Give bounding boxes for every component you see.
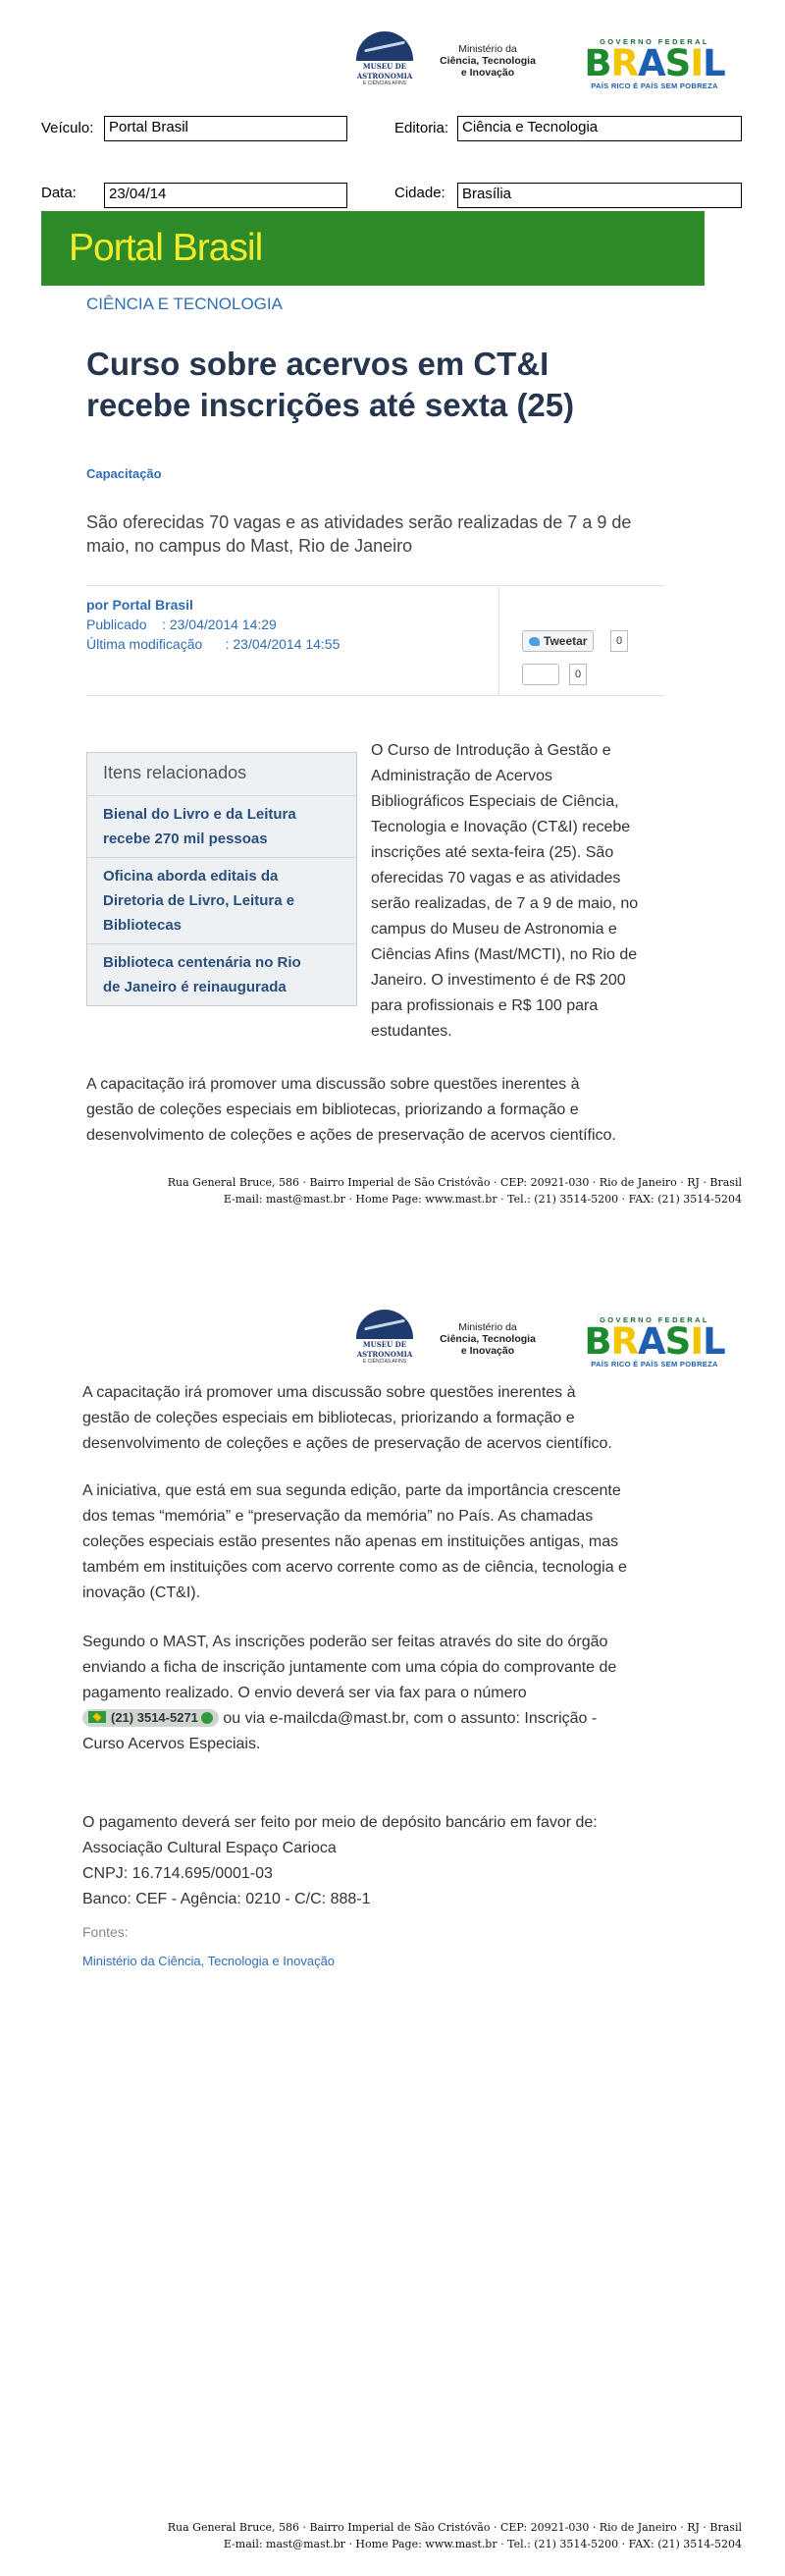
- phone-call-icon: [201, 1712, 213, 1724]
- mast-logo-line3: E CIÊNCIAS AFINS: [362, 80, 407, 86]
- mast-paragraph: Segundo o MAST, As inscrições poderão ser feitas através do site do órgão enviando a ficha de inscrição juntamente com uma cópia do comprovante de pagamento realizado. O envio deverá ser via fax para o número (21) 3514-5271 ou via e-mailcda@mast.br, com o assunto: Inscrição - Curso Acervos Especiais.: [82, 1634, 617, 1752]
- ministry-line2: Ciência, Tecnologia: [440, 55, 536, 67]
- twitter-bird-icon: [529, 637, 540, 646]
- capacitacao-paragraph: A capacitação irá promover uma discussão sobre questões inerentes à gestão de coleções especiais em bibliotecas, priorizando a formação e desenvolvimento de coleções e ações de preservação de acervos científico.: [86, 1076, 616, 1144]
- related-items-title: Itens relacionados: [87, 753, 356, 796]
- author-link[interactable]: por Portal Brasil: [86, 597, 193, 613]
- portal-brasil-banner: Portal Brasil: [41, 211, 705, 286]
- related-item[interactable]: Biblioteca centenária no Rio de Janeiro é reinaugurada: [103, 954, 301, 995]
- page1-footer: Rua General Bruce, 586 · Bairro Imperial de São Cristóvão · CEP: 20921-030 · Rio de Janeiro · RJ · Brasil E-mail: mast@mast.br · Home Page: www.mast.br · Tel.: (21) 3514-5200 · FAX: (21) 3514-5204: [167, 1176, 742, 1206]
- intro-paragraph: O Curso de Introdução à Gestão e Administração de Acervos Bibliográficos Especiais de Ciência, Tecnologia e Inovação (CT&I) recebe inscrições até sexta-feira (25). São oferecidas 70 vagas e as atividades serão realizadas, de 7 a 9 de maio, no campus do Museu de Astronomia e Ciências Afins (Mast/MCTI), no Rio de Janeiro. O investimento é de R$ 200 para profissionais e R$ 100 para estudantes.: [371, 742, 639, 1040]
- divider: [86, 585, 663, 586]
- iniciativa-paragraph: A iniciativa, que está em sua segunda edição, parte da importância crescente dos temas “memória” e “preservação da memória” no País. As chamadas coleções especiais estão presentes não apenas em instituições antigas, mas também em instituições com acervo corrente como as de ciência, tecnologia e inovação (CT&I).: [82, 1482, 627, 1601]
- mast-logo: [353, 31, 416, 88]
- payment-paragraph: O pagamento deverá ser feito por meio de depósito bancário em favor de: Associação Cultural Espaço Carioca CNPJ: 16.714.695/0001-03 Banco: CEF - Agência: 0210 - C/C: 888-1: [82, 1814, 598, 1907]
- brasil-logo: [571, 37, 738, 90]
- gov-label: GOVERNO FEDERAL: [600, 37, 709, 46]
- related-item[interactable]: Oficina aborda editais da Diretoria de Livro, Leitura e Bibliotecas: [87, 858, 356, 944]
- related-item[interactable]: Bienal do Livro e da Leitura recebe 270 mil pessoas: [87, 796, 356, 858]
- capacitacao-paragraph-repeat: A capacitação irá promover uma discussão sobre questões inerentes à gestão de coleções especiais em bibliotecas, priorizando a formação e desenvolvimento de coleções e ações de preservação de acervos científico.: [82, 1384, 612, 1452]
- share-button[interactable]: [522, 664, 559, 685]
- brasil-wordmark: BRASIL: [584, 42, 725, 84]
- observatory-dome-icon: [356, 31, 413, 61]
- veiculo-field: Portal Brasil: [104, 116, 347, 141]
- mast-logo-line2: ASTRONOMIA: [356, 72, 413, 80]
- brasil-slogan: PAÍS RICO É PAÍS SEM POBREZA: [591, 81, 718, 90]
- related-items-box: [86, 752, 357, 1006]
- section-kicker[interactable]: CIÊNCIA E TECNOLOGIA: [86, 295, 283, 313]
- data-label: Data:: [41, 185, 77, 201]
- cidade-label: Cidade:: [394, 185, 445, 201]
- cidade-field: Brasília: [457, 183, 742, 208]
- editoria-label: Editoria:: [394, 120, 449, 136]
- article-title: Curso sobre acervos em CT&I recebe inscrições até sexta (25): [86, 346, 575, 423]
- share-count: 0: [569, 664, 587, 685]
- brasil-logo: GOVERNO FEDERAL BRASIL PAÍS RICO É PAÍS SEM POBREZA: [571, 1315, 738, 1368]
- veiculo-label: Veículo:: [41, 120, 94, 136]
- editoria-field: Ciência e Tecnologia: [457, 116, 742, 141]
- meta-divider: [498, 587, 499, 695]
- fontes-label: Fontes:: [82, 1924, 129, 1940]
- tweet-count: 0: [610, 630, 628, 652]
- article-meta: por Portal Brasil Publicado : 23/04/2014 14:29 Última modificação : 23/04/2014 14:55: [86, 597, 340, 652]
- ministry-logo: Ministério da Ciência, Tecnologia e Inovação: [440, 1321, 536, 1357]
- ministry-line3: e Inovação: [460, 67, 515, 79]
- phone-number-badge[interactable]: (21) 3514-5271: [82, 1709, 219, 1727]
- article-tag[interactable]: Capacitação: [86, 466, 162, 481]
- data-field: 23/04/14: [104, 183, 347, 208]
- observatory-dome-icon: [356, 1310, 413, 1339]
- fontes-link[interactable]: Ministério da Ciência, Tecnologia e Inovação: [82, 1954, 336, 1968]
- brazil-flag-icon: [88, 1711, 106, 1723]
- brasil-wordmark: BRASIL: [584, 1320, 725, 1363]
- ministry-line1: Ministério da: [458, 43, 517, 55]
- mast-logo: MUSEU DE ASTRONOMIA E CIÊNCIAS AFINS: [353, 1310, 416, 1367]
- mast-logo-line1: MUSEU DE: [362, 62, 407, 71]
- tweet-button[interactable]: Tweetar: [522, 630, 594, 652]
- divider: [86, 695, 663, 696]
- page2-footer: Rua General Bruce, 586 · Bairro Imperial de São Cristóvão · CEP: 20921-030 · Rio de Janeiro · RJ · Brasil E-mail: mast@mast.br · Home Page: www.mast.br · Tel.: (21) 3514-5200 · FAX: (21) 3514-5204: [167, 2521, 742, 2550]
- ministry-logo: [424, 43, 551, 79]
- article-lead: São oferecidas 70 vagas e as atividades serão realizadas de 7 a 9 de maio, no campus do Mast, Rio de Janeiro: [86, 512, 632, 556]
